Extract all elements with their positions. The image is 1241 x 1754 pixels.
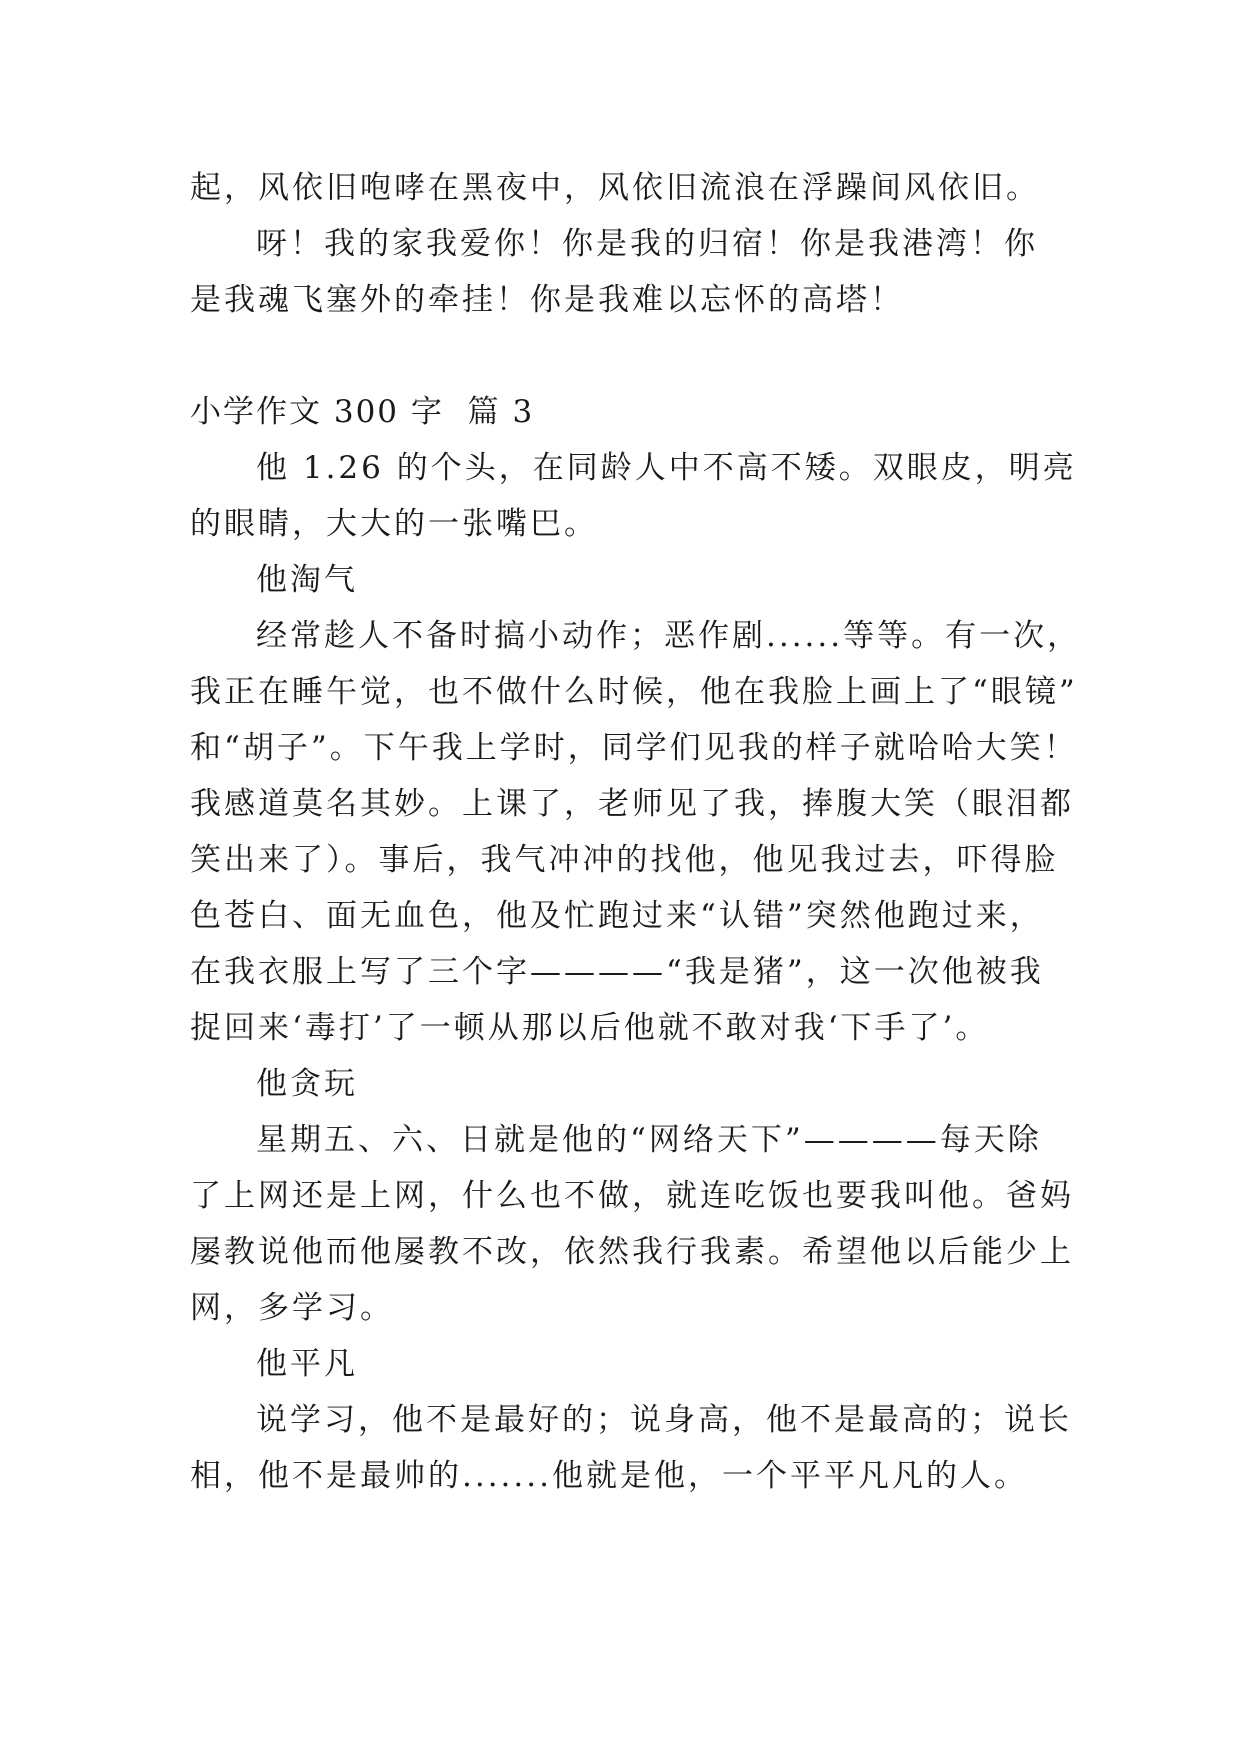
paragraph-line: 屡教说他而他屡教不改，依然我行我素。希望他以后能少上 [190, 1234, 1074, 1270]
paragraph-line: 星期五、六、日就是他的“网络天下”————每天除 [256, 1122, 1042, 1158]
paragraph-line: 的眼睛，大大的一张嘴巴。 [190, 506, 598, 542]
paragraph-line: 捉回来‘毒打’了一顿从那以后他就不敢对我‘下手了’。 [190, 1010, 990, 1046]
paragraph-line: 我感道莫名其妙。上课了，老师见了我，捧腹大笑（眼泪都 [190, 786, 1074, 822]
paragraph-line: 和“胡子”。下午我上学时，同学们见我的样子就哈哈大笑！ [190, 730, 1078, 766]
paragraph-line: 他 1.26 的个头，在同龄人中不高不矮。双眼皮，明亮 [256, 450, 1077, 486]
paragraph-line: 经常趁人不备时搞小动作；恶作剧......等等。有一次， [256, 618, 1082, 654]
subheading-ordinary: 他平凡 [256, 1346, 358, 1382]
section-heading: 小学作文 300 字 篇 3 [190, 394, 535, 430]
subheading-naughty: 他淘气 [256, 562, 358, 598]
paragraph-line: 起，风依旧咆哮在黑夜中，风依旧流浪在浮躁间风依旧。 [190, 170, 1040, 206]
paragraph-line: 了上网还是上网，什么也不做，就连吃饭也要我叫他。爸妈 [190, 1178, 1074, 1214]
paragraph-line: 说学习，他不是最好的；说身高，他不是最高的；说长 [256, 1402, 1072, 1438]
paragraph-line: 相，他不是最帅的.......他就是他，一个平平凡凡的人。 [190, 1458, 1028, 1494]
paragraph-line: 色苍白、面无血色，他及忙跑过来“认错”突然他跑过来， [190, 898, 1044, 934]
subheading-playful: 他贪玩 [256, 1066, 358, 1102]
paragraph-line: 网，多学习。 [190, 1290, 394, 1326]
paragraph-line: 是我魂飞塞外的牵挂！你是我难以忘怀的高塔！ [190, 282, 904, 318]
paragraph-line: 呀！我的家我爱你！你是我的归宿！你是我港湾！你 [256, 226, 1038, 262]
paragraph-line: 在我衣服上写了三个字————“我是猪”，这一次他被我 [190, 954, 1044, 990]
document-body [190, 160, 1082, 1504]
paragraph-line: 我正在睡午觉，也不做什么时候，他在我脸上画上了“眼镜” [190, 674, 1078, 710]
paragraph-line: 笑出来了）。事后，我气冲冲的找他，他见我过去，吓得脸 [190, 842, 1059, 878]
